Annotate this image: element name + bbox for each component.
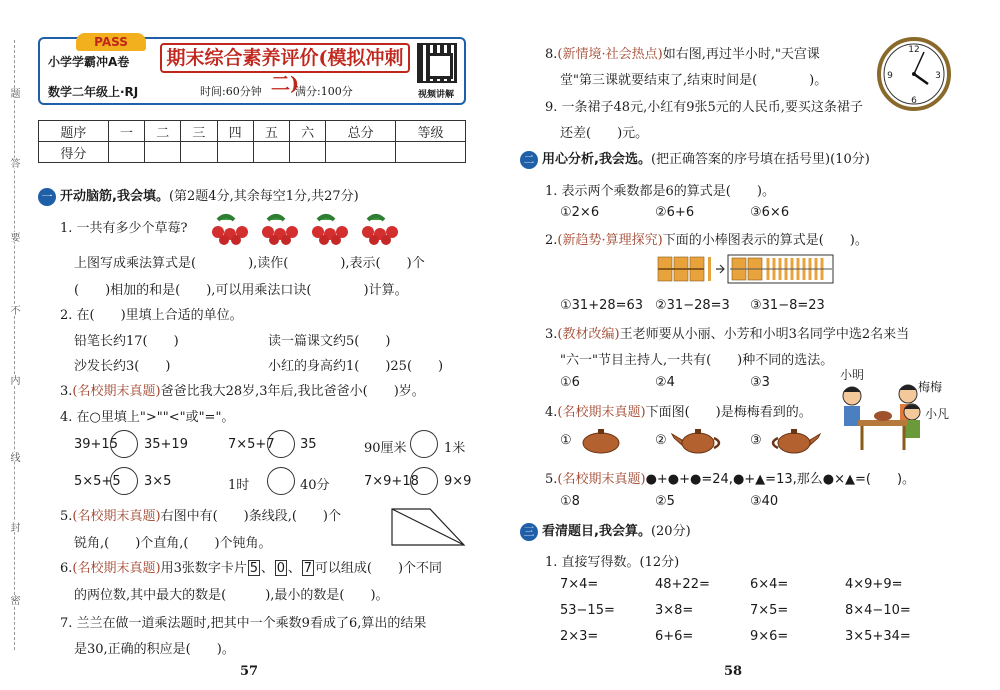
svg-text:12: 12	[908, 45, 920, 55]
section-2-heading	[520, 148, 870, 169]
question-text: 用3张数字卡片	[160, 561, 247, 576]
score-cell[interactable]	[290, 142, 326, 163]
score-row-label: 得分	[39, 142, 109, 163]
teapot-view-1-icon	[578, 428, 624, 454]
score-table	[38, 120, 466, 163]
question-tag: (名校期末真题)	[557, 405, 646, 420]
compare-circle[interactable]	[110, 467, 138, 495]
question-text: ●+●+●=24,●+▲=13,那么●×▲=( )。	[645, 472, 916, 487]
table-header: 一	[108, 121, 144, 142]
margin-char: 封	[8, 522, 19, 532]
option[interactable]: ②4	[655, 375, 675, 390]
section-3-heading	[520, 520, 691, 541]
qr-code-icon[interactable]	[417, 43, 457, 83]
table-header: 总分	[326, 121, 396, 142]
calc-item: 7×4=	[560, 577, 599, 592]
name-label: 小凡	[925, 407, 950, 421]
question-4: 4. 在○里填上">""<"或"="。	[60, 410, 235, 425]
question-text: 爸爸比我大28岁,3年后,我比爸爸小( )岁。	[160, 384, 425, 399]
question-text: 王老师要从小丽、小芳和小明3名同学中选2名来当	[619, 327, 910, 342]
compare-left: 1时	[228, 478, 250, 493]
section-title: 看清题目,我会算。	[542, 524, 651, 539]
score-cell[interactable]	[217, 142, 253, 163]
score-cell[interactable]	[396, 142, 466, 163]
table-header: 六	[290, 121, 326, 142]
compare-left: 90厘米	[364, 441, 407, 456]
margin-char: 内	[8, 375, 19, 385]
teapot-view-2-icon	[670, 428, 726, 454]
question-2b: 读一篇课文约5( )	[268, 334, 391, 349]
calc-item: 7×5=	[750, 603, 789, 618]
choice-question-3: 3.(教材改编)王老师要从小丽、小芳和小明3名同学中选2名来当	[545, 327, 910, 342]
svg-text:6: 6	[911, 96, 917, 106]
paper-title: 期末综合素养评价(模拟冲刺二)	[160, 43, 410, 73]
section-badge: 一	[38, 188, 56, 206]
question-6: 6.(名校期末真题)用3张数字卡片 5 、 0 、 7 可以组成( )个不同	[60, 561, 443, 576]
option[interactable]: ①31+28=63	[560, 298, 644, 313]
option[interactable]: ②31−28=3	[655, 298, 730, 313]
question-tag: (名校期末真题)	[557, 472, 646, 487]
calc-item: 8×4−10=	[845, 603, 911, 618]
question-8: 8.(新情境·社会热点)如右图,再过半小时,"天宫课	[545, 47, 820, 62]
question-7: 7. 兰兰在做一道乘法题时,把其中一个乘数9看成了6,算出的结果	[60, 616, 427, 631]
compare-circle[interactable]	[267, 467, 295, 495]
compare-circle[interactable]	[267, 430, 295, 458]
calc-item: 6+6=	[655, 629, 694, 644]
option[interactable]: ①	[560, 433, 572, 448]
compare-right: 35	[300, 437, 317, 452]
table-header: 题序	[39, 121, 109, 142]
grade-label: 数学二年级上·RJ	[48, 85, 139, 99]
digit-card: 7	[303, 561, 313, 576]
compare-left: 39+15	[74, 437, 118, 452]
section-1-heading	[38, 185, 359, 206]
strawberry-bunches-icon	[210, 212, 400, 246]
choice-question-1: 1. 表示两个乘数都是6的算式是( )。	[545, 184, 775, 199]
series-name: 小学学霸冲A卷	[48, 55, 130, 69]
option[interactable]: ③40	[750, 494, 779, 509]
margin-char: 密	[8, 595, 19, 605]
margin-char: 答	[8, 158, 19, 168]
score-cell[interactable]	[145, 142, 181, 163]
margin-char: 题	[8, 88, 19, 98]
table-header: 等级	[396, 121, 466, 142]
option[interactable]: ②	[655, 433, 667, 448]
compare-circle[interactable]	[410, 430, 438, 458]
pass-logo: PASS	[76, 33, 146, 51]
digit-card: 5	[249, 561, 258, 576]
question-text: 如右图,再过半小时,"天宫课	[662, 47, 820, 62]
option[interactable]: ③3	[750, 375, 770, 390]
table-header: 二	[145, 121, 181, 142]
score-cell[interactable]	[108, 142, 144, 163]
question-5: 5.(名校期末真题)右图中有( )条线段,( )个	[60, 509, 341, 524]
section-note: (20分)	[650, 524, 691, 539]
option[interactable]: ③31−8=23	[750, 298, 825, 313]
name-label: 小明	[840, 368, 865, 382]
trapezoid-figure-icon	[390, 505, 466, 547]
choice-question-4: 4.(名校期末真题)下面图( )是梅梅看到的。	[545, 405, 812, 420]
name-label: 梅梅	[918, 380, 943, 394]
calc-item: 53−15=	[560, 603, 615, 618]
table-header: 三	[181, 121, 217, 142]
video-label: 视频讲解	[418, 90, 455, 100]
compare-right: 1米	[444, 441, 466, 456]
question-7-line2: 是30,正确的积应是( )。	[74, 642, 235, 657]
question-1-line2: 上图写成乘法算式是( ),读作( ),表示( )个	[74, 256, 425, 271]
teapot-view-3-icon	[766, 428, 822, 454]
question-tag: (教材改编)	[557, 327, 620, 342]
option[interactable]: ①2×6	[560, 205, 600, 220]
compare-right: 9×9	[444, 474, 472, 489]
kids-at-table-icon	[838, 382, 928, 452]
digit-card: 0	[276, 561, 285, 576]
section-title: 用心分析,我会选。	[542, 152, 651, 167]
question-text: 下面的小棒图表示的算式是( )。	[662, 233, 868, 248]
compare-right: 40分	[300, 478, 330, 493]
full-score: 满分:100分	[295, 85, 353, 98]
score-cell[interactable]	[181, 142, 217, 163]
question-2a: 铅笔长约17( )	[74, 334, 179, 349]
compare-left: 7×5+7	[228, 437, 275, 452]
compare-right: 35+19	[144, 437, 188, 452]
calc-item: 4×9+9=	[845, 577, 903, 592]
calc-question-1: 1. 直接写得数。(12分)	[545, 555, 680, 570]
page-number-left: 57	[240, 664, 259, 679]
question-6-line2: 的两位数,其中最大的数是( ),最小的数是( )。	[74, 588, 389, 603]
option[interactable]: ③	[750, 433, 762, 448]
margin-char: 线	[8, 452, 19, 462]
margin-char: 不	[8, 305, 19, 315]
question-tag: (名校期末真题)	[72, 509, 161, 524]
question-2: 2. 在( )里填上合适的单位。	[60, 308, 243, 323]
calc-item: 6×4=	[750, 577, 789, 592]
binding-line	[14, 40, 15, 650]
calc-item: 2×3=	[560, 629, 599, 644]
section-badge: 三	[520, 523, 538, 541]
question-3: 3.(名校期末真题)爸爸比我大28岁,3年后,我比爸爸小( )岁。	[60, 384, 425, 399]
compare-left: 5×5+5	[74, 474, 121, 489]
question-tag: (新情境·社会热点)	[557, 47, 663, 62]
option[interactable]: ①6	[560, 375, 580, 390]
compare-circle[interactable]	[410, 467, 438, 495]
section-note: (第2题4分,其余每空1分,共27分)	[168, 189, 359, 204]
sticks-diagram-icon	[656, 254, 838, 284]
question-9: 9. 一条裙子48元,小红有9张5元的人民币,要买这条裙子	[545, 100, 863, 115]
compare-left: 7×9+18	[364, 474, 419, 489]
exam-header	[38, 37, 466, 105]
calc-item: 3×8=	[655, 603, 694, 618]
choice-question-5: 5.(名校期末真题)●+●+●=24,●+▲=13,那么●×▲=( )。	[545, 472, 916, 487]
choice-question-3-line2: "六一"节目主持人,一共有( )种不同的选法。	[560, 353, 834, 368]
question-text: 下面图( )是梅梅看到的。	[645, 405, 812, 420]
question-1-line3: ( )相加的和是( ),可以用乘法口诀( )计算。	[74, 283, 408, 298]
question-text: 右图中有( )条线段,( )个	[160, 509, 341, 524]
question-2c: 沙发长约3( )	[74, 359, 171, 374]
calc-item: 3×5+34=	[845, 629, 911, 644]
question-5-line2: 锐角,( )个直角,( )个钝角。	[74, 536, 272, 551]
option[interactable]: ②5	[655, 494, 675, 509]
time-limit: 时间:60分钟	[200, 85, 262, 98]
compare-circle[interactable]	[110, 430, 138, 458]
score-cell[interactable]	[326, 142, 396, 163]
option[interactable]: ①8	[560, 494, 580, 509]
option[interactable]: ②6+6	[655, 205, 695, 220]
question-tag: (名校期末真题)	[72, 561, 161, 576]
question-tag: (名校期末真题)	[72, 384, 161, 399]
calc-item: 9×6=	[750, 629, 789, 644]
section-badge: 二	[520, 151, 538, 169]
svg-text:3: 3	[935, 71, 941, 81]
question-2d: 小红的身高约1( )25( )	[268, 359, 444, 374]
calc-item: 48+22=	[655, 577, 710, 592]
margin-char: 要	[8, 232, 19, 242]
choice-question-2: 2.(新趋势·算理探究)下面的小棒图表示的算式是( )。	[545, 233, 868, 248]
compare-right: 3×5	[144, 474, 172, 489]
score-cell[interactable]	[253, 142, 289, 163]
section-note: (把正确答案的序号填在括号里)(10分)	[650, 152, 870, 167]
page-number-right: 58	[724, 664, 743, 679]
question-1: 1. 一共有多少个草莓?	[60, 221, 188, 236]
question-9-line2: 还差( )元。	[560, 126, 649, 141]
section-title: 开动脑筋,我会填。	[60, 189, 169, 204]
option[interactable]: ③6×6	[750, 205, 790, 220]
question-text: 可以组成( )个不同	[314, 561, 443, 576]
svg-text:9: 9	[887, 71, 893, 81]
table-header: 五	[253, 121, 289, 142]
question-8-line2: 堂"第三课就要结束了,结束时间是( )。	[560, 73, 828, 88]
table-header: 四	[217, 121, 253, 142]
clock-icon	[876, 36, 952, 112]
question-tag: (新趋势·算理探究)	[557, 233, 663, 248]
